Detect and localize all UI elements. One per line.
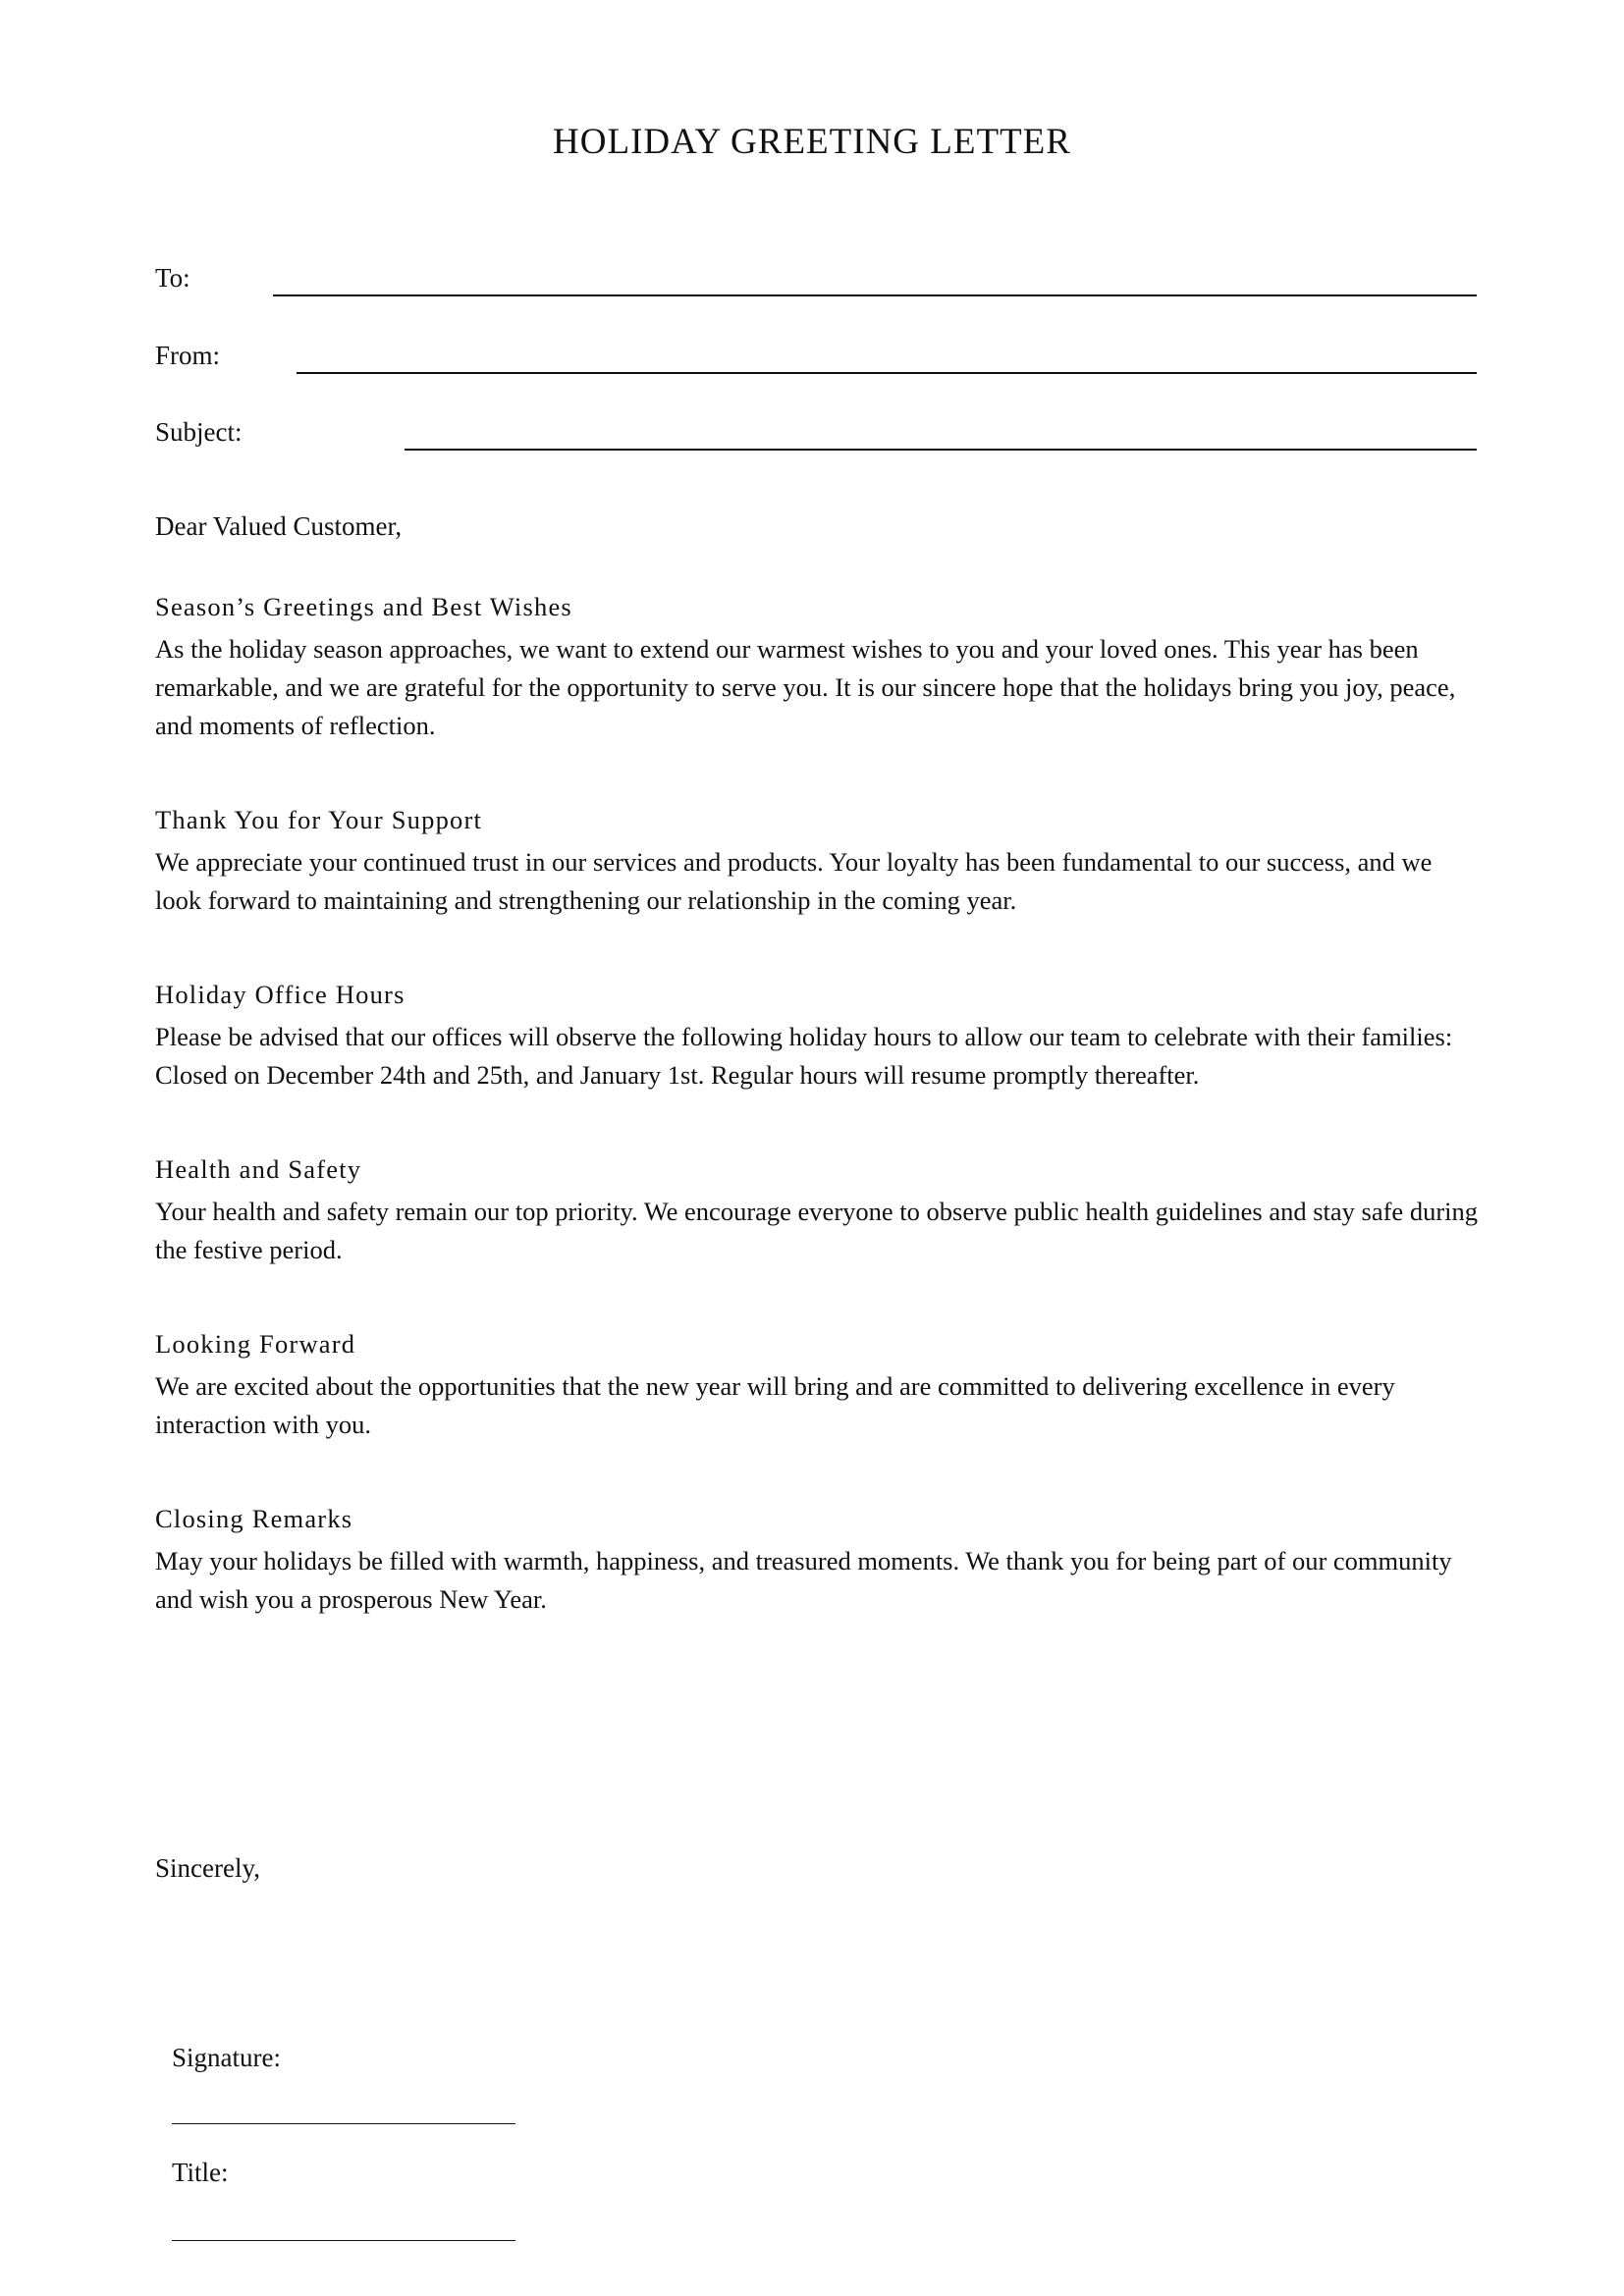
letter-body (155, 589, 1481, 1676)
section-looking-forward (155, 1326, 1481, 1444)
section-heading: Thank You for Your Support (155, 805, 483, 834)
from-field-line[interactable] (297, 372, 1477, 374)
section-body: As the holiday season approaches, we want to extend our warmest wishes to you and your loved ones. This year has been remarkable, and we are grateful for the opportunity to serve you. It is our sincere hope that the holidays bring you joy, peace, and moments of reflection. (155, 634, 1456, 740)
section-heading: Season’s Greetings and Best Wishes (155, 592, 572, 621)
section-body: May your holidays be filled with warmth, happiness, and treasured moments. We thank you for being part of our community and wish you a prosperous New Year. (155, 1546, 1452, 1614)
section-body: Please be advised that our offices will observe the following holiday hours to allow our team to celebrate with their families: Closed on December 24th and 25th, and January 1st. Regular hours will resume promptly thereafter. (155, 1022, 1453, 1090)
to-field-line[interactable] (273, 294, 1477, 296)
title-label: Title: (172, 2158, 229, 2187)
section-thank-you (155, 802, 1481, 920)
section-heading: Closing Remarks (155, 1504, 353, 1533)
section-body: We are excited about the opportunities that the new year will bring and are committed to delivering excellence in every interaction with you. (155, 1371, 1395, 1439)
subject-field-line[interactable] (405, 449, 1477, 451)
from-label: From: (155, 341, 221, 370)
section-heading: Health and Safety (155, 1154, 362, 1184)
to-label: To: (155, 263, 190, 293)
letter-title: HOLIDAY GREETING LETTER (553, 122, 1071, 162)
section-body: Your health and safety remain our top priority. We encourage everyone to observe public health guidelines and stay safe during the festive period. (155, 1197, 1479, 1264)
section-closing-remarks (155, 1501, 1481, 1619)
section-body: We appreciate your continued trust in our services and products. Your loyalty has been fundamental to our success, and we look forward to maintaining and strengthening our relationship in the coming year. (155, 847, 1433, 915)
subject-label: Subject: (155, 417, 243, 447)
section-health-safety (155, 1151, 1481, 1269)
signature-label: Signature: (172, 2043, 281, 2072)
section-heading: Looking Forward (155, 1329, 356, 1359)
title-line[interactable] (172, 2240, 515, 2241)
closing-valediction: Sincerely, (155, 1853, 260, 1883)
salutation: Dear Valued Customer, (155, 511, 403, 541)
signature-line[interactable] (172, 2123, 515, 2124)
section-office-hours (155, 977, 1481, 1095)
section-heading: Holiday Office Hours (155, 980, 406, 1009)
section-seasons-greetings (155, 589, 1481, 745)
